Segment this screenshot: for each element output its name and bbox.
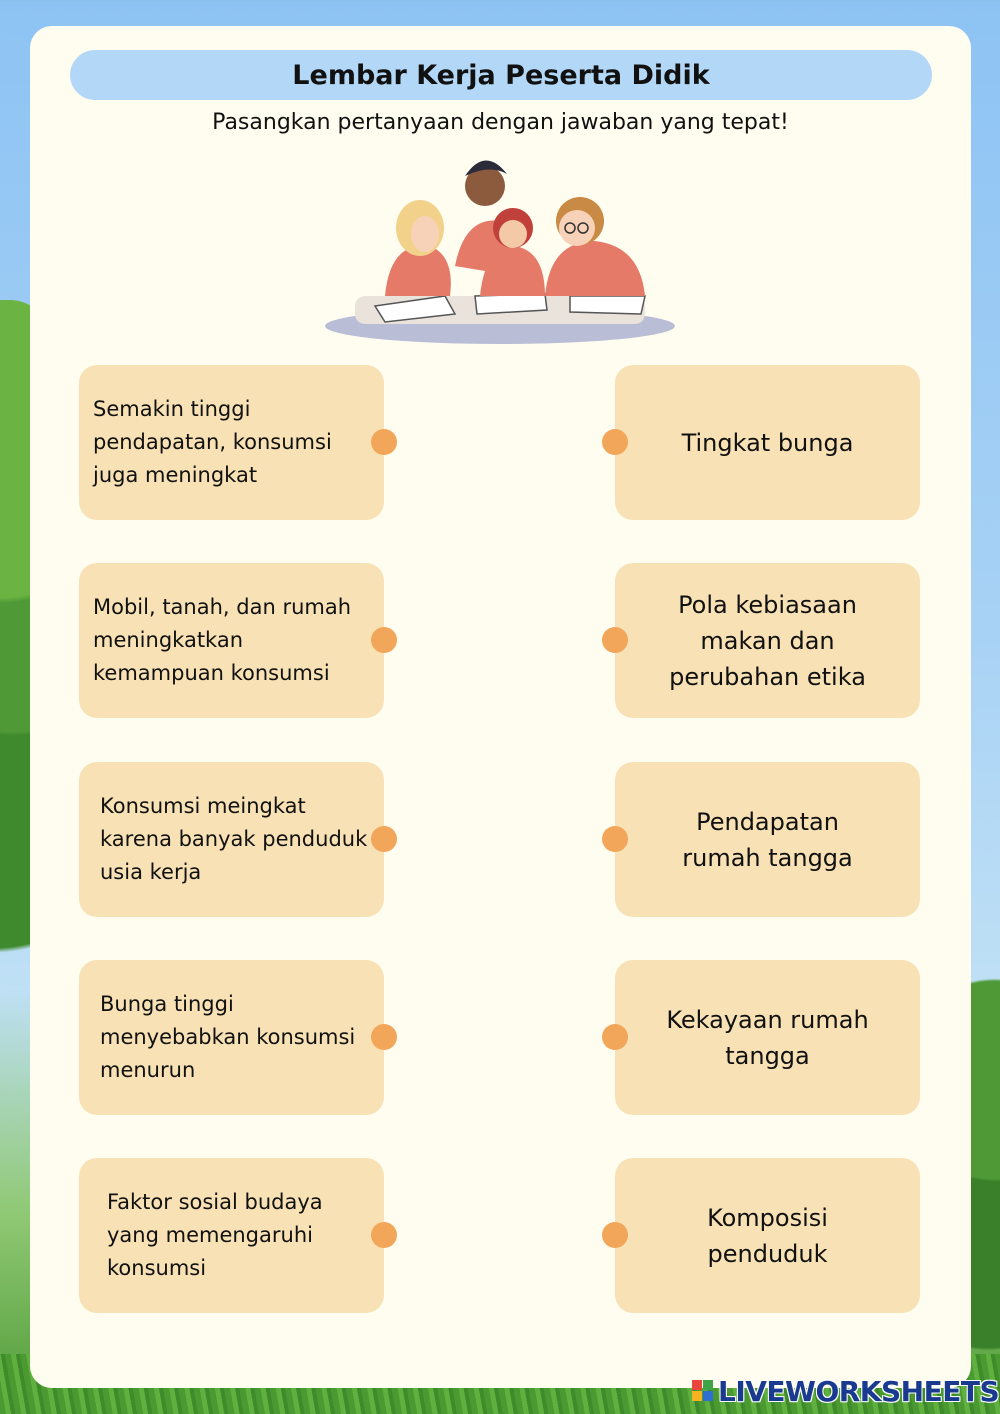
title-bar <box>70 50 932 100</box>
question-connector-dot[interactable] <box>371 826 397 852</box>
question-text: Bunga tinggi menyebabkan konsumsi menurun <box>100 992 356 1082</box>
question-text: Faktor sosial budaya yang memengaruhi konsumsi <box>107 1190 323 1280</box>
liveworksheets-logo-text: LIVEWORKSHEETS <box>718 1374 1000 1408</box>
liveworksheets-logo-icon <box>692 1380 714 1402</box>
answer-card <box>615 563 920 718</box>
answer-connector-dot[interactable] <box>602 627 628 653</box>
question-card <box>79 960 384 1115</box>
question-connector-dot[interactable] <box>371 627 397 653</box>
worksheet-title: Lembar Kerja Peserta Didik <box>292 59 710 91</box>
question-card <box>79 563 384 718</box>
answer-text: Pola kebiasaan makan dan perubahan etika <box>669 590 866 691</box>
question-text: Konsumsi meingkat karena banyak penduduk usia kerja <box>100 794 368 884</box>
question-card <box>79 365 384 520</box>
answer-connector-dot[interactable] <box>602 429 628 455</box>
question-text: Semakin tinggi pendapatan, konsumsi juga meningkat <box>93 397 332 487</box>
instruction-text: Pasangkan pertanyaan dengan jawaban yang tepat! <box>212 110 789 135</box>
answer-connector-dot[interactable] <box>602 1024 628 1050</box>
answer-text: Kekayaan rumah tangga <box>666 1005 869 1070</box>
question-connector-dot[interactable] <box>371 429 397 455</box>
students-studying-illustration <box>315 146 685 346</box>
question-text: Mobil, tanah, dan rumah meningkatkan kemampuan konsumsi <box>93 595 352 685</box>
question-connector-dot[interactable] <box>371 1024 397 1050</box>
question-connector-dot[interactable] <box>371 1222 397 1248</box>
answer-card <box>615 762 920 917</box>
answer-connector-dot[interactable] <box>602 1222 628 1248</box>
answer-text: Tingkat bunga <box>681 428 854 457</box>
question-card <box>79 762 384 917</box>
answer-connector-dot[interactable] <box>602 826 628 852</box>
answer-text: Komposisi penduduk <box>707 1203 828 1268</box>
answer-card <box>615 960 920 1115</box>
answer-text: Pendapatan rumah tangga <box>682 807 853 872</box>
worksheet-page <box>30 26 971 1388</box>
answer-card <box>615 1158 920 1313</box>
question-card <box>79 1158 384 1313</box>
liveworksheets-brand <box>692 1376 999 1406</box>
answer-card <box>615 365 920 520</box>
